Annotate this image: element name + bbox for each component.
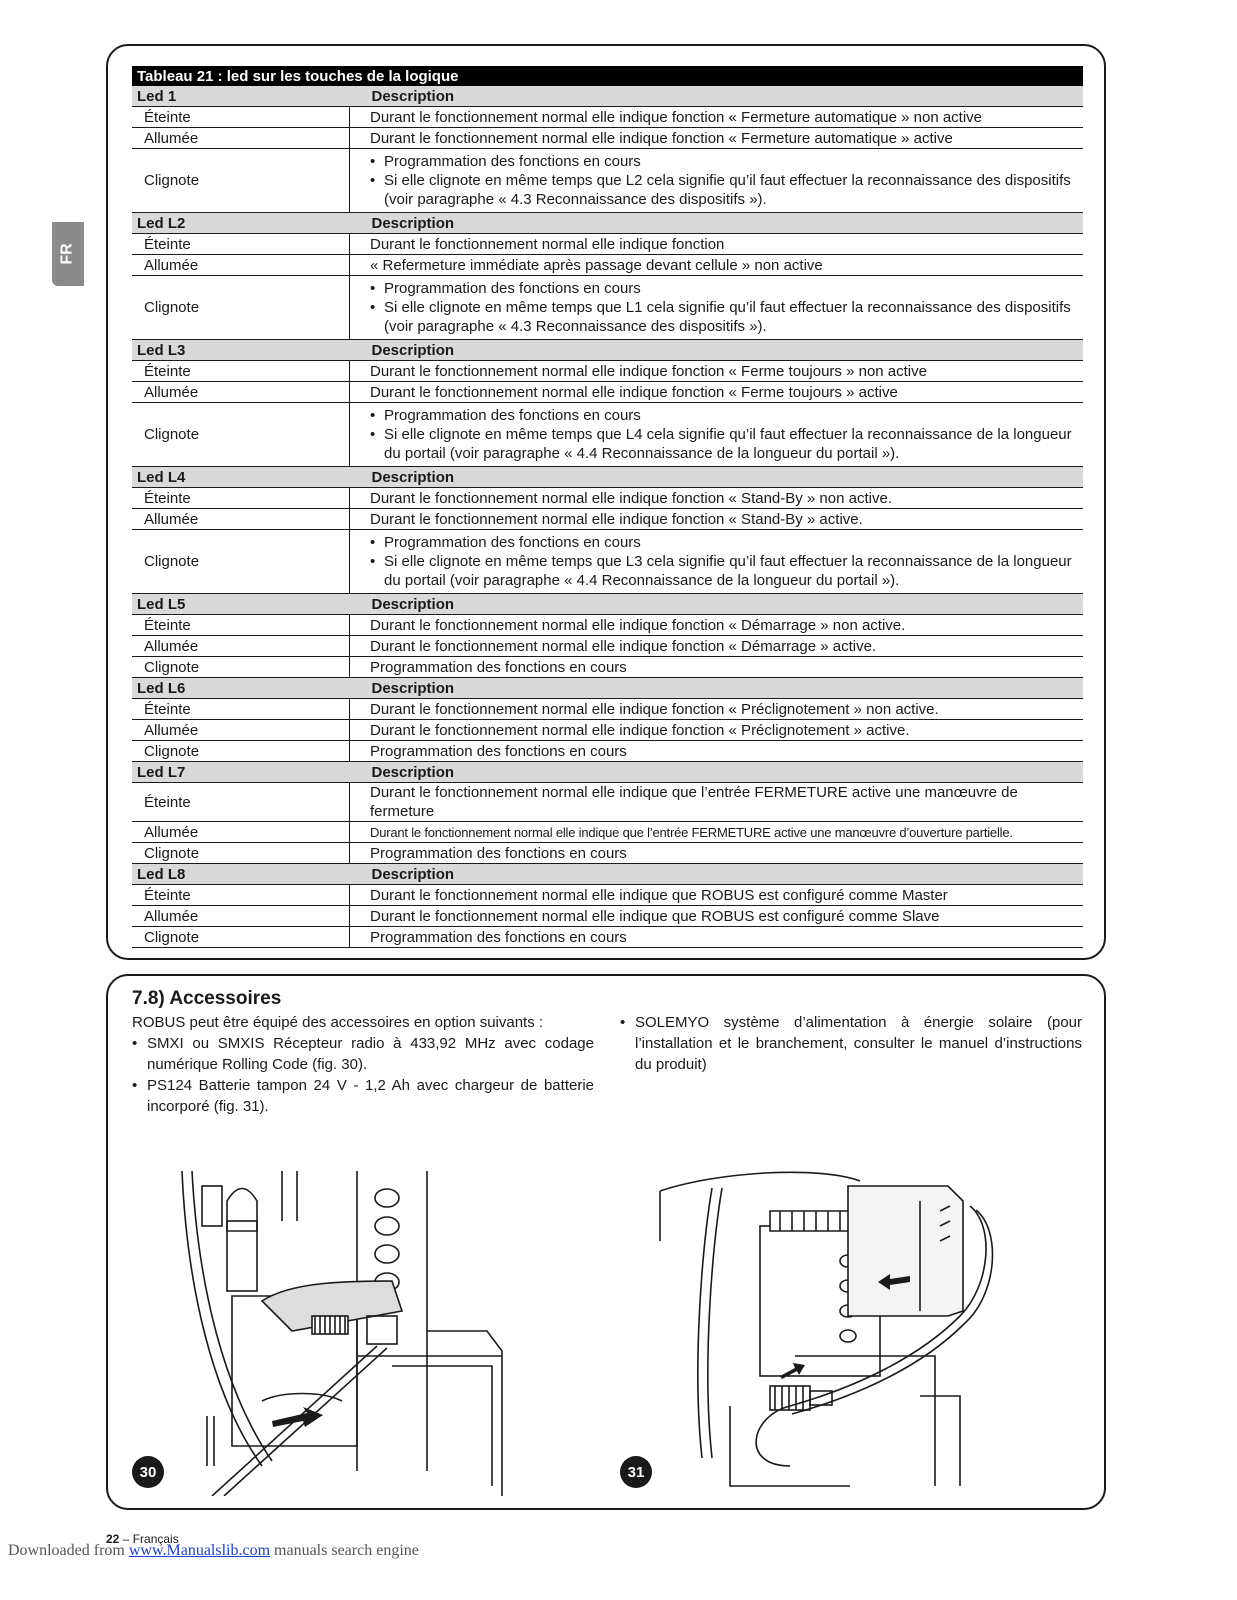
led-state: Allumée	[132, 382, 350, 403]
accessory-item: • SMXI ou SMXIS Récepteur radio à 433,92 MHz avec codage numérique Rolling Code (fig. 30).	[132, 1035, 594, 1073]
led-name: Led L8	[132, 864, 350, 885]
led-group-header	[132, 762, 1083, 783]
figure-30-number: 30	[132, 1456, 164, 1488]
state-description	[350, 149, 1084, 213]
manualslib-link[interactable]: www.Manualslib.com	[128, 1542, 271, 1559]
led-state: Allumée	[132, 255, 350, 276]
accessory-item: • SOLEMYO système d’alimentation à énergie solaire (pour l’installation et le branchement, consulter le manuel d’instructions du produit)	[620, 1014, 1082, 1073]
led-name: Led L7	[132, 762, 350, 783]
table-row	[132, 107, 1083, 128]
state-description: Durant le fonctionnement normal elle indique fonction	[350, 234, 1084, 255]
bullet-item: • Programmation des fonctions en cours	[370, 280, 641, 297]
led-name: Led L4	[132, 467, 350, 488]
page-number: 22 – Français	[106, 1532, 179, 1546]
bullet-continuation: (voir paragraphe « 4.3 Reconnaissance des dispositifs »).	[384, 318, 767, 335]
description-header: Description	[350, 762, 1084, 783]
led-group-header	[132, 594, 1083, 615]
led-group-header	[132, 213, 1083, 234]
led-name: Led L5	[132, 594, 350, 615]
bullet-continuation: du portail (voir paragraphe « 4.4 Reconnaissance de la longueur du portail »).	[384, 445, 900, 462]
led-state: Éteinte	[132, 699, 350, 720]
state-description: Durant le fonctionnement normal elle indique fonction « Ferme toujours » non active	[350, 361, 1084, 382]
state-description: Durant le fonctionnement normal elle indique fonction « Préclignotement » non active.	[350, 699, 1084, 720]
led-group-header	[132, 678, 1083, 699]
bullet-item: • Programmation des fonctions en cours	[370, 153, 641, 170]
led-state: Allumée	[132, 636, 350, 657]
table-row	[132, 741, 1083, 762]
led-name: Led L2	[132, 213, 350, 234]
state-description: Durant le fonctionnement normal elle indique fonction « Démarrage » non active.	[350, 615, 1084, 636]
state-description: Durant le fonctionnement normal elle indique fonction « Démarrage » active.	[350, 636, 1084, 657]
state-description: Durant le fonctionnement normal elle indique que ROBUS est configuré comme Master	[350, 885, 1084, 906]
table-row	[132, 276, 1083, 340]
bullet-continuation: du portail (voir paragraphe « 4.4 Reconnaissance de la longueur du portail »).	[384, 572, 900, 589]
state-description: Programmation des fonctions en cours	[350, 927, 1084, 948]
led-state: Éteinte	[132, 885, 350, 906]
table-row	[132, 530, 1083, 594]
table-row	[132, 699, 1083, 720]
description-header: Description	[350, 213, 1084, 234]
table-row	[132, 488, 1083, 509]
led-state: Clignote	[132, 530, 350, 594]
state-description: Programmation des fonctions en cours	[350, 741, 1084, 762]
led-group-header	[132, 86, 1083, 107]
led-state: Clignote	[132, 149, 350, 213]
table-row	[132, 927, 1083, 948]
led-state: Allumée	[132, 822, 350, 843]
battery-drawing	[620, 1166, 1080, 1496]
table-row	[132, 128, 1083, 149]
accessories-box	[106, 974, 1106, 1510]
table-row	[132, 843, 1083, 864]
table-row	[132, 906, 1083, 927]
download-footer: Downloaded from www.Manualslib.com manuals search engine	[8, 1542, 419, 1559]
description-header: Description	[350, 340, 1084, 361]
led-name: Led L3	[132, 340, 350, 361]
led-group-header	[132, 467, 1083, 488]
bullet-item: • Si elle clignote en même temps que L2 cela signifie qu’il faut effectuer la reconnaissance des dispositifs	[370, 172, 1071, 189]
led-state: Clignote	[132, 741, 350, 762]
led-name: Led 1	[132, 86, 350, 107]
led-state: Allumée	[132, 128, 350, 149]
led-table	[132, 66, 1083, 948]
led-state: Allumée	[132, 906, 350, 927]
led-name: Led L6	[132, 678, 350, 699]
table-row	[132, 615, 1083, 636]
state-description	[350, 530, 1084, 594]
state-description: Durant le fonctionnement normal elle indique que ROBUS est configuré comme Slave	[350, 906, 1084, 927]
table-row	[132, 509, 1083, 530]
state-description: Durant le fonctionnement normal elle indique fonction « Stand-By » non active.	[350, 488, 1084, 509]
state-description: Durant le fonctionnement normal elle indique que l’entrée FERMETURE active une manœuvre de fermeture	[350, 783, 1084, 822]
state-description: Programmation des fonctions en cours	[350, 657, 1084, 678]
led-state: Clignote	[132, 403, 350, 467]
description-header: Description	[350, 678, 1084, 699]
led-state: Allumée	[132, 509, 350, 530]
figure-31-number: 31	[620, 1456, 652, 1488]
accessories-right-column	[620, 1012, 1082, 1075]
led-state: Éteinte	[132, 488, 350, 509]
accessories-title: 7.8) Accessoires	[132, 988, 282, 1009]
led-state: Éteinte	[132, 234, 350, 255]
table-row	[132, 361, 1083, 382]
led-state: Éteinte	[132, 361, 350, 382]
state-description: Durant le fonctionnement normal elle indique fonction « Ferme toujours » active	[350, 382, 1084, 403]
figure-31-battery-illustration	[620, 1166, 1080, 1496]
accessories-intro: ROBUS peut être équipé des accessoires en option suivants :	[132, 1014, 544, 1031]
bullet-item: • Si elle clignote en même temps que L4 cela signifie qu’il faut effectuer la reconnaissance de la longueur	[370, 426, 1072, 443]
receiver-drawing	[132, 1166, 562, 1496]
led-state: Clignote	[132, 927, 350, 948]
state-description: Durant le fonctionnement normal elle indique fonction « Stand-By » active.	[350, 509, 1084, 530]
state-description: Programmation des fonctions en cours	[350, 843, 1084, 864]
state-description: Durant le fonctionnement normal elle indique fonction « Fermeture automatique » non active	[350, 107, 1084, 128]
state-description	[350, 276, 1084, 340]
bullet-item: • Si elle clignote en même temps que L3 cela signifie qu’il faut effectuer la reconnaissance de la longueur	[370, 553, 1072, 570]
table-caption: Tableau 21 : led sur les touches de la logique	[132, 66, 1083, 86]
bullet-item: • Programmation des fonctions en cours	[370, 407, 641, 424]
led-group-header	[132, 340, 1083, 361]
bullet-continuation: (voir paragraphe « 4.3 Reconnaissance des dispositifs »).	[384, 191, 767, 208]
description-header: Description	[350, 86, 1084, 107]
table-row	[132, 783, 1083, 822]
led-state: Clignote	[132, 657, 350, 678]
table-row	[132, 657, 1083, 678]
led-state: Clignote	[132, 276, 350, 340]
table-row	[132, 822, 1083, 843]
description-header: Description	[350, 594, 1084, 615]
table-row	[132, 636, 1083, 657]
table-row	[132, 382, 1083, 403]
led-table-box	[106, 44, 1106, 960]
led-state: Éteinte	[132, 783, 350, 822]
led-state: Clignote	[132, 843, 350, 864]
accessory-item: • PS124 Batterie tampon 24 V - 1,2 Ah avec chargeur de batterie incorporé (fig. 31).	[132, 1077, 594, 1115]
table-row	[132, 403, 1083, 467]
figure-30-receiver-illustration	[132, 1166, 562, 1496]
table-row	[132, 885, 1083, 906]
language-tab: FR	[52, 222, 84, 286]
bullet-item: • Programmation des fonctions en cours	[370, 534, 641, 551]
state-description: Durant le fonctionnement normal elle indique fonction « Préclignotement » active.	[350, 720, 1084, 741]
description-header: Description	[350, 864, 1084, 885]
table-row	[132, 255, 1083, 276]
state-description: Durant le fonctionnement normal elle indique que l’entrée FERMETURE active une manœuvre d’ouverture partielle.	[350, 822, 1084, 843]
led-state: Éteinte	[132, 615, 350, 636]
led-state: Éteinte	[132, 107, 350, 128]
description-header: Description	[350, 467, 1084, 488]
table-row	[132, 149, 1083, 213]
led-group-header	[132, 864, 1083, 885]
bullet-item: • Si elle clignote en même temps que L1 cela signifie qu’il faut effectuer la reconnaissance des dispositifs	[370, 299, 1071, 316]
state-description: Durant le fonctionnement normal elle indique fonction « Fermeture automatique » active	[350, 128, 1084, 149]
led-state: Allumée	[132, 720, 350, 741]
state-description: « Refermeture immédiate après passage devant cellule » non active	[350, 255, 1084, 276]
table-row	[132, 234, 1083, 255]
accessories-left-column	[132, 1012, 594, 1117]
state-description	[350, 403, 1084, 467]
table-row	[132, 720, 1083, 741]
